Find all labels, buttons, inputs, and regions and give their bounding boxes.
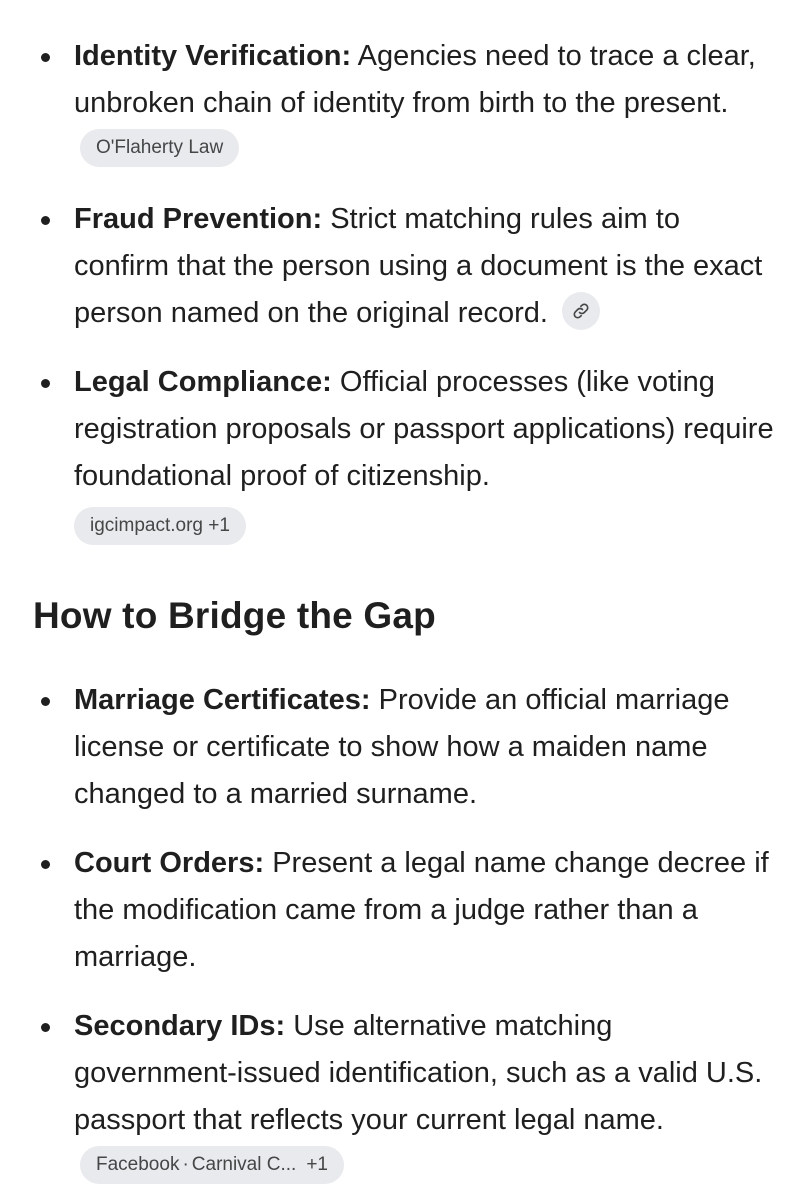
source-name: Carnival C... <box>191 1154 297 1176</box>
item-term: Legal Compliance: <box>74 366 332 398</box>
list-item <box>0 840 789 981</box>
list-item <box>0 33 789 174</box>
source-chip[interactable] <box>80 1146 344 1184</box>
bullet-dot <box>41 379 50 388</box>
item-text: Present a legal name change decree if the modification came from a judge rather than a marriage. <box>74 847 769 973</box>
list-item <box>0 677 789 818</box>
item-term: Secondary IDs: <box>74 1010 286 1042</box>
item-text: Official processes (like voting registration proposals or passport applications) require foundational proof of citizenship. <box>74 366 774 492</box>
item-text: Agencies need to trace a clear, unbroken chain of identity from birth to the present. <box>74 40 756 119</box>
item-term: Identity Verification: <box>74 40 352 72</box>
reasons-list <box>0 33 789 549</box>
item-term: Court Orders: <box>74 847 265 879</box>
bullet-dot <box>41 53 50 62</box>
item-text: Use alternative matching government-issued identification, such as a valid U.S. passport that reflects your current legal name. <box>74 1010 763 1136</box>
bullet-dot <box>41 1023 50 1032</box>
source-name: Facebook <box>96 1154 180 1176</box>
item-text: Strict matching rules aim to confirm that the person using a document is the exact person named on the original record. <box>74 203 763 329</box>
bullet-dot <box>41 697 50 706</box>
solutions-list <box>0 677 789 1191</box>
item-term: Marriage Certificates: <box>74 684 371 716</box>
link-icon <box>572 302 590 320</box>
source-chip[interactable]: igcimpact.org +1 <box>74 507 246 545</box>
item-text: Provide an official marriage license or certificate to show how a maiden name changed to a married surname. <box>74 684 730 810</box>
item-term: Fraud Prevention: <box>74 203 323 235</box>
source-chip[interactable]: O'Flaherty Law <box>80 129 239 167</box>
source-separator: · <box>182 1154 189 1176</box>
bullet-dot <box>41 860 50 869</box>
source-more-count: +1 <box>306 1154 328 1176</box>
list-item <box>0 196 789 337</box>
bullet-dot <box>41 216 50 225</box>
source-chip-row <box>74 502 775 549</box>
source-link-button[interactable] <box>562 292 600 330</box>
list-item <box>0 1003 789 1191</box>
section-heading: How to Bridge the Gap <box>33 595 436 636</box>
list-item <box>0 359 789 549</box>
